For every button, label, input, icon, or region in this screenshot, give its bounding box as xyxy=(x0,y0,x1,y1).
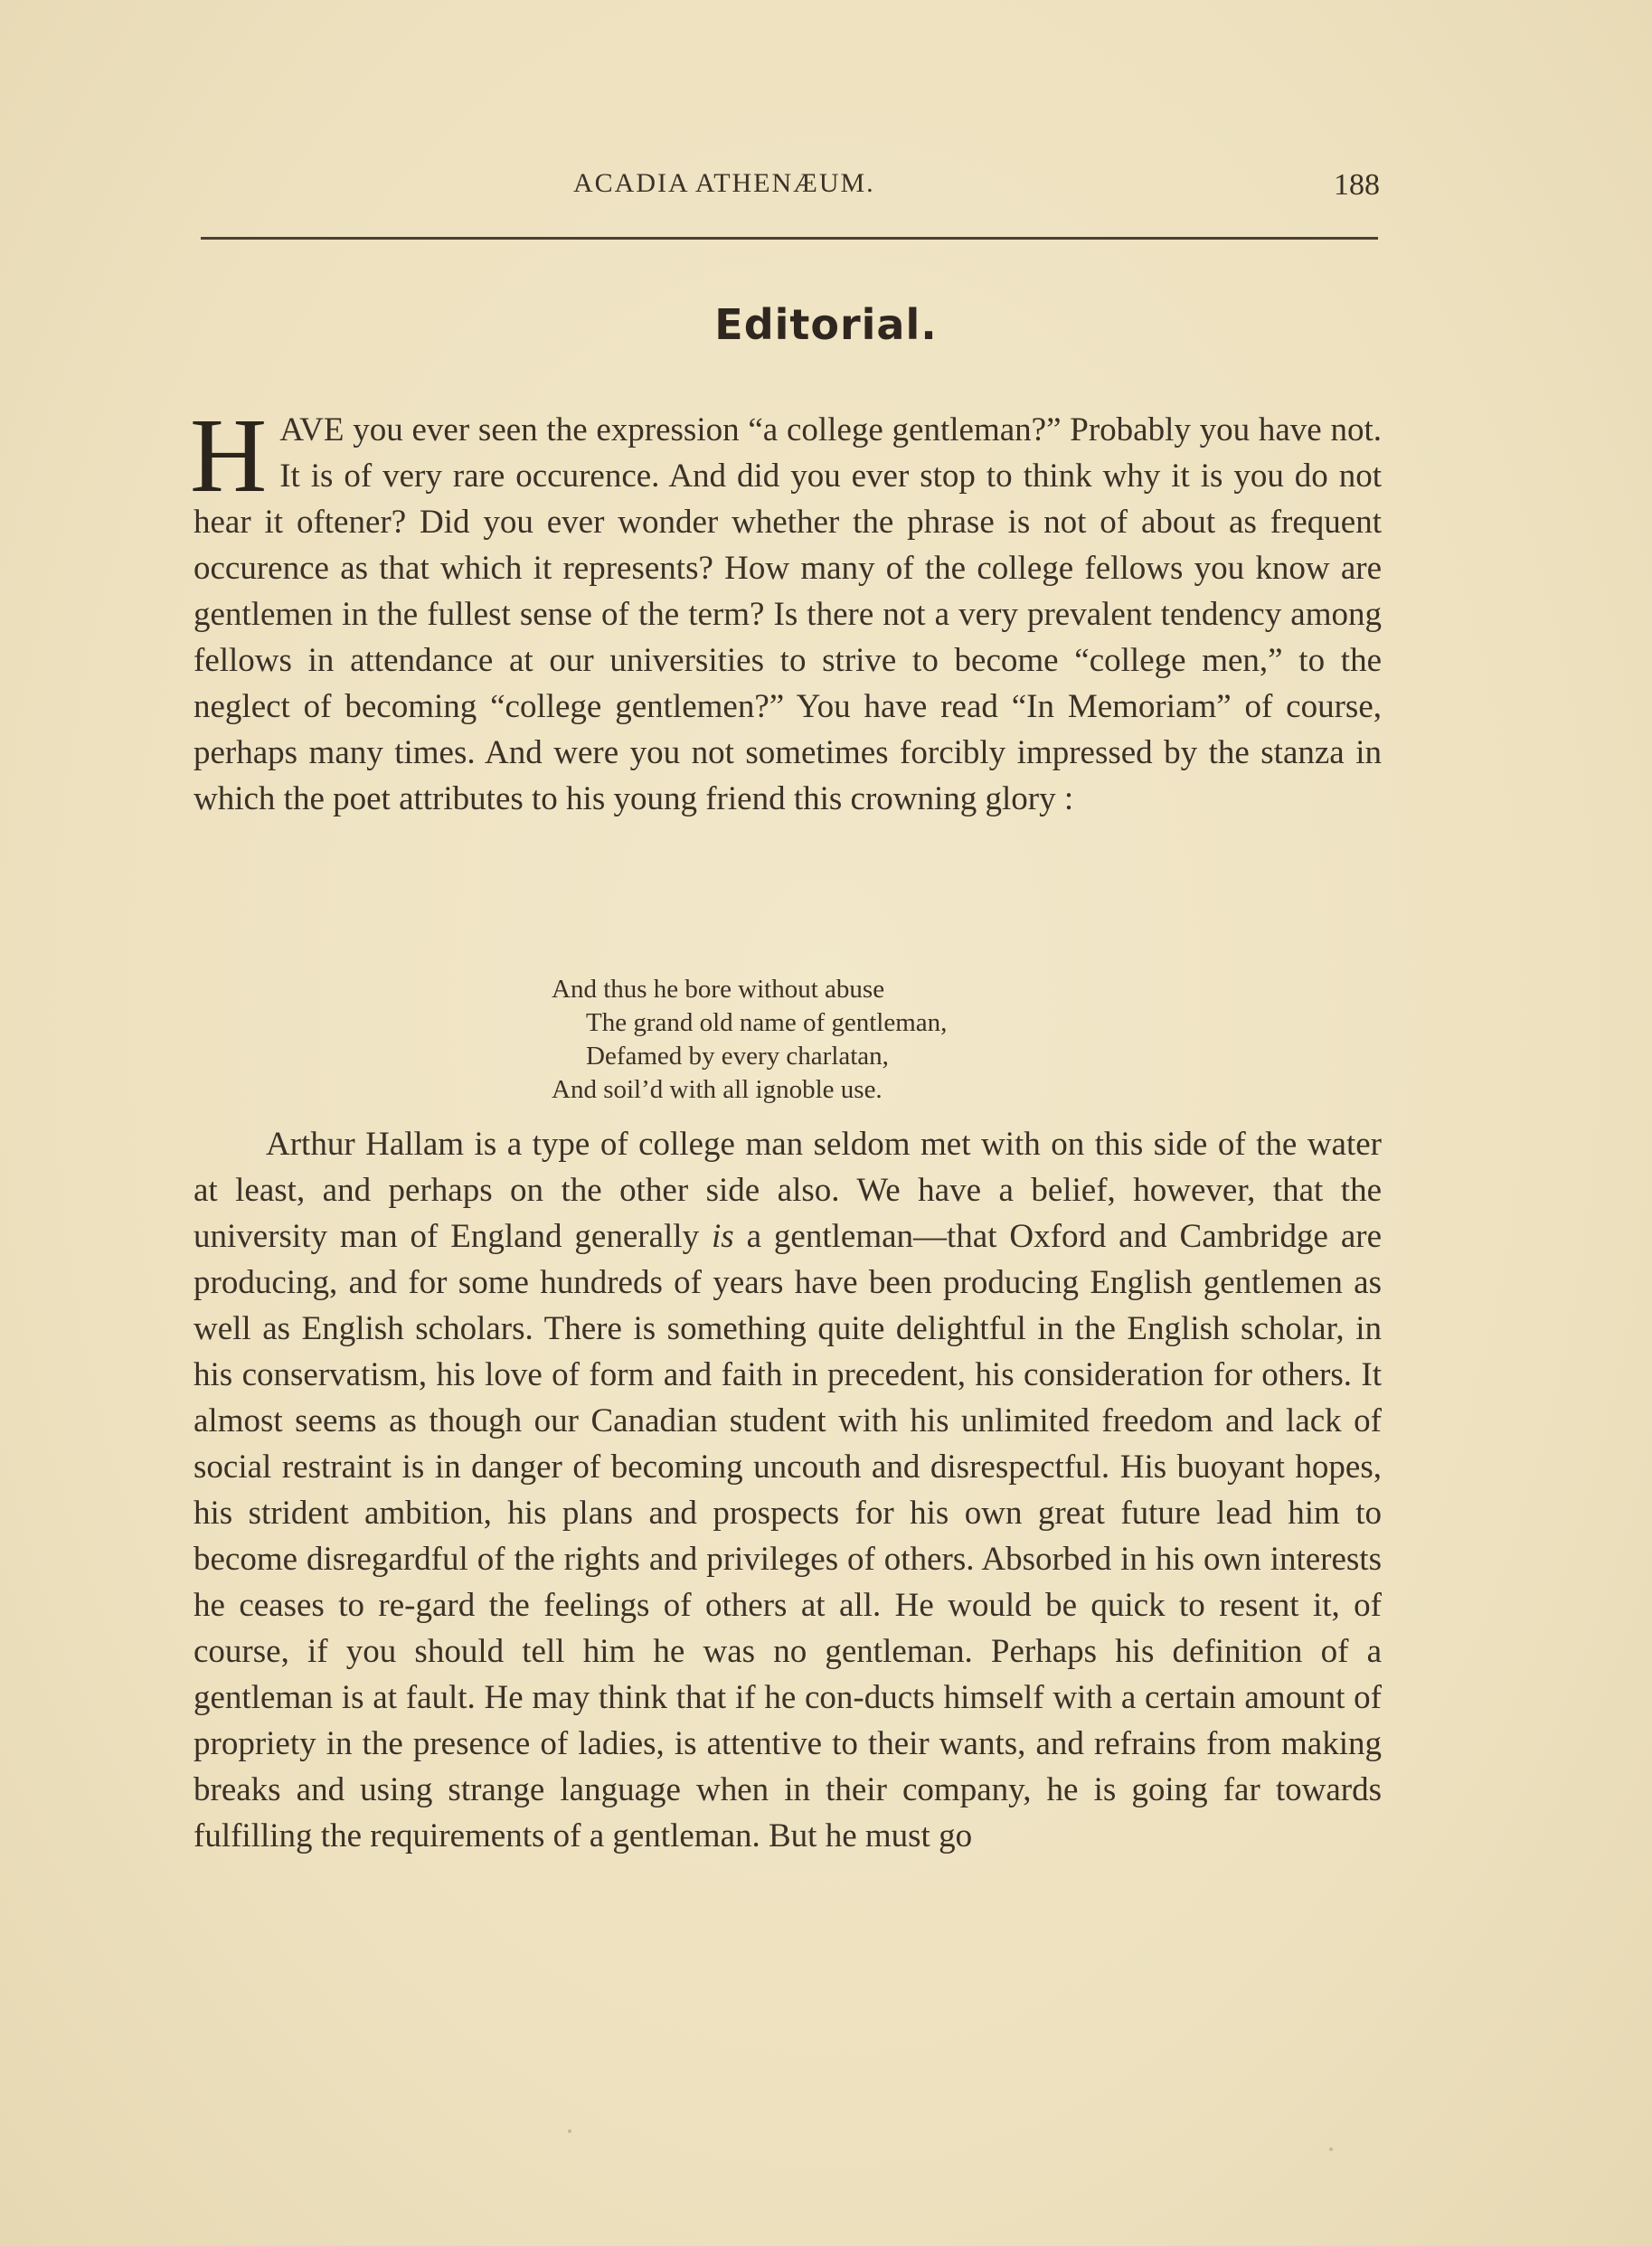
paragraph-2-italic-word: is xyxy=(712,1218,734,1255)
section-title: Editorial. xyxy=(714,300,938,349)
paper-speck xyxy=(1329,2147,1333,2151)
paper-speck xyxy=(568,2129,571,2133)
header-rule xyxy=(201,237,1378,240)
poem-line-4: And soil’d with all ignoble use. xyxy=(552,1075,883,1104)
paragraph-2-text-a: Arthur Hallam is a type of college man seldom met with on this side of the water at least, and perhaps on the other side also. We have a belief, however, that the university man of England generally xyxy=(194,1126,1382,1255)
running-header xyxy=(194,168,1380,204)
poem-line-1: And thus he bore without abuse xyxy=(552,975,885,1004)
paragraph-1 xyxy=(190,396,1382,822)
paragraph-2-text-b: a gentleman—that Oxford and Cambridge are producing, and for some hundreds of years have been producing English gentlemen as well as English scholars. There is something quite delightful in the English scholar, in his conservatism, his love of form and faith in precedent, his consideration for others. It almost seems as though our Canadian student with his unlimited freedom and lack of social restraint is in danger of becoming uncouth and disrespectful. His buoyant hopes, his strident ambition, his plans and prospects for his own great future lead him to become disregardful of the rights and privileges of others. Absorbed in his own interests he ceases to re-gard the feelings of others at all. He would be quick to resent it, of course, if you should tell him he was no gentleman. Perhaps his definition of a gentleman is at fault. He may think that if he con-ducts himself with a certain amount of propriety in the presence of ladies, is attentive to their wants, and refrains from making breaks and using strange language when in their company, he is going far towards fulfilling the requirements of a gentleman. But he must go xyxy=(194,1218,1382,1854)
poem-line-3: Defamed by every charlatan, xyxy=(586,1042,889,1071)
page-number: 188 xyxy=(1334,168,1380,202)
poem-line-2: The grand old name of gentleman, xyxy=(586,1008,948,1037)
paragraph-2 xyxy=(194,1121,1382,1859)
poem-quotation xyxy=(552,973,947,1107)
paragraph-1-text: AVE you ever seen the expression “a college gentleman?” Probably you have not. It is of very rare occurence. And did you ever stop to think why it is you do not hear it oftener? Did you ever wonder whether the phrase is not of about as frequent occurence as that which it represents? How many of the college fellows you know are gentlemen in the fullest sense of the term? Is there not a very prevalent tendency among fellows in attendance at our universities to strive to become “college men,” to the neglect of becoming “college gentlemen?” You have read “In Memoriam” of course, perhaps many times. And were you not sometimes forcibly impressed by the stanza in which the poet attributes to his young friend this crowning glory : xyxy=(194,411,1382,817)
drop-cap: H xyxy=(190,396,268,514)
running-title: ACADIA ATHENÆUM. xyxy=(573,168,875,198)
